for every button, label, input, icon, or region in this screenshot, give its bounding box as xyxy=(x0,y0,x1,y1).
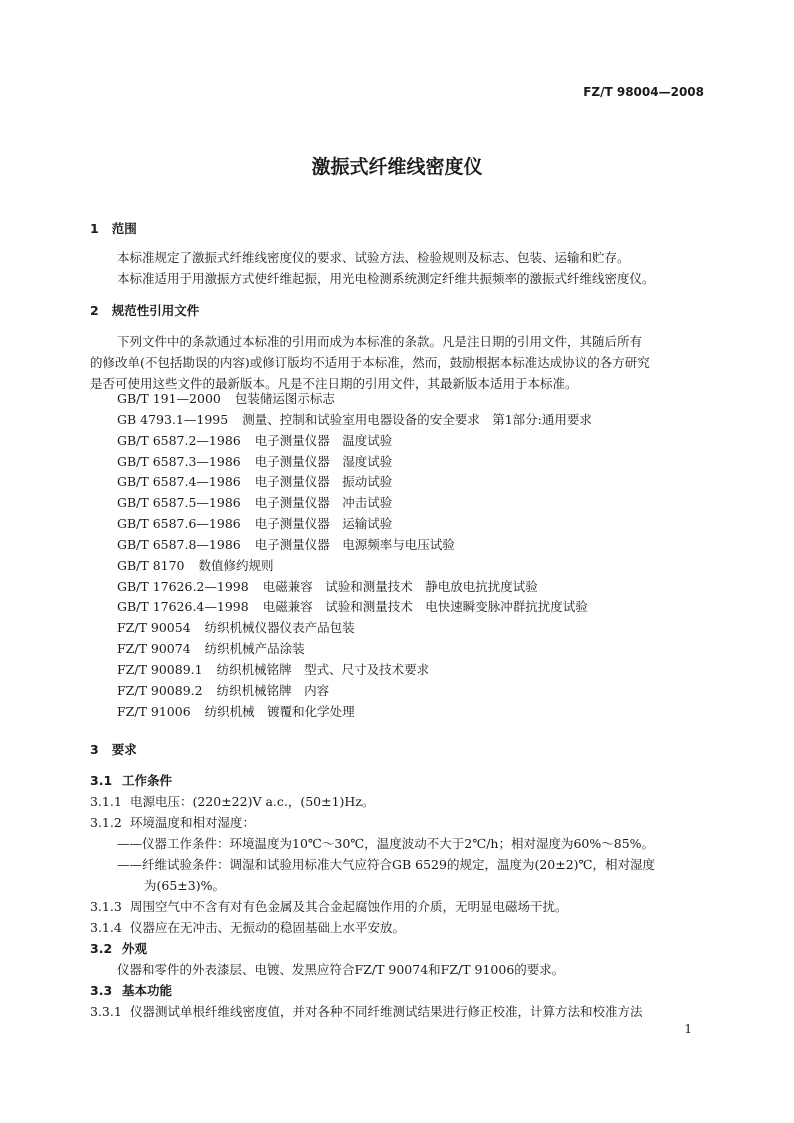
reference-item xyxy=(117,389,592,410)
list-item-continuation: 为(65±3)%。 xyxy=(144,878,225,893)
clause-number: 3.1.4 xyxy=(90,920,122,935)
clause-text: 电源电压：(220±22)V a.c.，(50±1)Hz。 xyxy=(129,794,375,809)
paragraph: 本标准规定了激振式纤维线密度仪的要求、试验方法、检验规则及标志、包装、运输和贮存。 xyxy=(117,250,630,265)
subsection-title: 外观 xyxy=(122,941,148,956)
paragraph: 是否可使用这些文件的最新版本。凡是不注日期的引用文件，其最新版本适用于本标准。 xyxy=(90,376,578,391)
clause-number: 3.1.3 xyxy=(90,899,122,914)
reference-title: 电磁兼容 试验和测量技术 电快速瞬变脉冲群抗扰度试验 xyxy=(262,599,588,615)
clause-3-1-3 xyxy=(90,897,567,915)
reference-item xyxy=(117,493,592,514)
reference-item xyxy=(117,410,592,431)
reference-title: 纺织机械仪器仪表产品包装 xyxy=(204,620,355,636)
subsection-number: 3.1 xyxy=(90,773,113,788)
reference-title: 纺织机械产品涂装 xyxy=(204,641,305,657)
subsection-3-2-heading xyxy=(90,939,147,957)
reference-title: 电子测量仪器 运输试验 xyxy=(254,516,393,532)
reference-code: GB/T 17626.2—1998 xyxy=(117,578,249,594)
clause-3-3-1 xyxy=(90,1002,642,1020)
section-title: 要求 xyxy=(111,742,137,757)
reference-item xyxy=(117,514,592,535)
reference-code: FZ/T 91006 xyxy=(117,703,191,719)
reference-code: GB/T 8170 xyxy=(117,557,185,573)
clause-text: 仪器应在无冲击、无振动的稳固基础上水平安放。 xyxy=(129,920,405,935)
reference-item xyxy=(117,618,592,639)
reference-code: FZ/T 90054 xyxy=(117,620,191,636)
reference-code: FZ/T 90089.2 xyxy=(117,682,203,698)
paragraph: 的修改单(不包括勘误的内容)或修订版均不适用于本标准，然而，鼓励根据本标准达成协议的各方研究 xyxy=(90,355,650,370)
section-1-heading xyxy=(90,219,137,237)
reference-code: GB/T 6587.5—1986 xyxy=(117,495,241,511)
section-number: 2 xyxy=(90,303,99,318)
section-2-heading xyxy=(90,301,199,319)
clause-text: 环境温度和相对湿度： xyxy=(129,815,255,830)
reference-title: 数值修约规则 xyxy=(198,557,274,573)
reference-title: 电子测量仪器 湿度试验 xyxy=(254,453,393,469)
section-number: 1 xyxy=(90,221,99,236)
document-title: 激振式纤维线密度仪 xyxy=(311,156,483,178)
clause-number: 3.3.1 xyxy=(90,1004,122,1019)
reference-code: GB/T 17626.4—1998 xyxy=(117,599,249,615)
standard-code: FZ/T 98004—2008 xyxy=(583,85,704,99)
reference-code: GB/T 6587.4—1986 xyxy=(117,474,241,490)
paragraph: 本标准适用于用激振方式使纤维起振，用光电检测系统测定纤维共振频率的激振式纤维线密度仪。 xyxy=(117,271,655,286)
reference-title: 纺织机械铭牌 内容 xyxy=(216,682,330,698)
subsection-number: 3.2 xyxy=(90,941,113,956)
reference-title: 电子测量仪器 温度试验 xyxy=(254,432,393,448)
reference-list xyxy=(117,389,592,723)
subsection-number: 3.3 xyxy=(90,983,113,998)
reference-title: 电子测量仪器 电源频率与电压试验 xyxy=(254,536,455,552)
clause-3-1-2 xyxy=(90,813,255,831)
reference-title: 电子测量仪器 冲击试验 xyxy=(254,495,393,511)
reference-title: 纺织机械 镀覆和化学处理 xyxy=(204,703,355,719)
reference-item xyxy=(117,556,592,577)
reference-title: 包装储运图示标志 xyxy=(234,391,335,406)
reference-code: GB/T 6587.2—1986 xyxy=(117,432,241,448)
section-title: 范围 xyxy=(111,221,137,236)
clause-text: 周围空气中不含有对有色金属及其合金起腐蚀作用的介质，无明显电磁场干扰。 xyxy=(129,899,568,914)
subsection-title: 工作条件 xyxy=(122,773,173,788)
reference-item xyxy=(117,535,592,556)
subsection-3-3-heading xyxy=(90,981,172,999)
section-title: 规范性引用文件 xyxy=(111,303,200,318)
list-item: ——仪器工作条件：环境温度为10℃～30℃，温度波动不大于2℃/h；相对湿度为60%～85%。 xyxy=(117,836,655,851)
reference-title: 电子测量仪器 振动试验 xyxy=(254,474,393,490)
reference-item xyxy=(117,702,592,723)
reference-code: FZ/T 90089.1 xyxy=(117,661,203,677)
subsection-title: 基本功能 xyxy=(122,983,173,998)
reference-code: GB/T 191—2000 xyxy=(117,391,221,406)
clause-number: 3.1.2 xyxy=(90,815,122,830)
reference-code: GB/T 6587.8—1986 xyxy=(117,536,241,552)
reference-item xyxy=(117,452,592,473)
reference-item xyxy=(117,681,592,702)
reference-item xyxy=(117,472,592,493)
section-3-heading xyxy=(90,740,137,758)
clause-text: 仪器测试单根纤维线密度值，并对各种不同纤维测试结果进行修正校准，计算方法和校准方法 xyxy=(129,1004,643,1019)
reference-code: GB 4793.1—1995 xyxy=(117,411,229,427)
reference-code: GB/T 6587.3—1986 xyxy=(117,453,241,469)
clause-number: 3.1.1 xyxy=(90,794,122,809)
paragraph: 下列文件中的条款通过本标准的引用而成为本标准的条款。凡是注日期的引用文件，其随后所有 xyxy=(117,334,643,349)
subsection-3-1-heading xyxy=(90,771,172,789)
reference-item xyxy=(117,639,592,660)
reference-item xyxy=(117,660,592,681)
clause-3-1-1 xyxy=(90,792,374,810)
reference-title: 电磁兼容 试验和测量技术 静电放电抗扰度试验 xyxy=(262,578,538,594)
page-number: 1 xyxy=(684,1022,692,1036)
list-item: ——纤维试验条件：调湿和试验用标准大气应符合GB 6529的规定，温度为(20±2)℃，相对湿度 xyxy=(117,857,656,872)
section-number: 3 xyxy=(90,742,99,757)
reference-title: 纺织机械铭牌 型式、尺寸及技术要求 xyxy=(216,661,430,677)
reference-code: FZ/T 90074 xyxy=(117,641,191,657)
clause-3-1-4 xyxy=(90,918,405,936)
reference-item xyxy=(117,431,592,452)
reference-code: GB/T 6587.6—1986 xyxy=(117,516,241,532)
reference-item xyxy=(117,577,592,598)
reference-item xyxy=(117,597,592,618)
paragraph: 仪器和零件的外表漆层、电镀、发黑应符合FZ/T 90074和FZ/T 91006的要求。 xyxy=(117,962,565,977)
reference-title: 测量、控制和试验室用电器设备的安全要求 第1部分:通用要求 xyxy=(242,411,592,427)
